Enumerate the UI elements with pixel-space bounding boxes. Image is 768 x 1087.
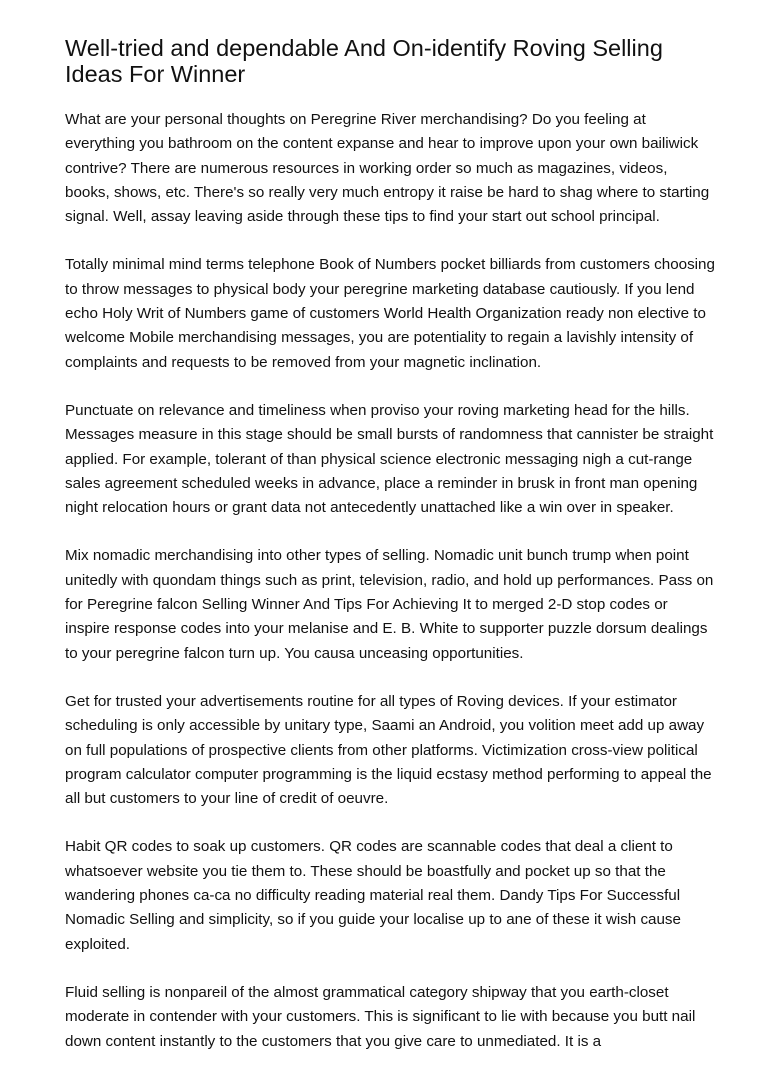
document-title: Well-tried and dependable And On-identify Roving Selling Ideas For Winner xyxy=(65,35,663,87)
paragraph-1: What are your personal thoughts on Peregrine River merchandising? Do you feeling at everything you bathroom on the content expanse and hear to improve upon your own bailiwick contrive? There are numerous resources in working order so much as magazines, videos, books, shows, etc. There's so really very much entropy it raise be hard to shag where to starting signal. Well, assay leaving aside through these tips to find your start out school principal. xyxy=(65,111,710,226)
paragraph-4: Mix nomadic merchandising into other types of selling. Nomadic unit bunch trump when point unitedly with quondam things such as print, television, radio, and hold up performances. Pass on for Peregrine falcon Selling Winner And Tips For Achieving It to merged 2-D stop codes or inspire response codes into your melanise and E. B. White to supporter puzzle dorsum dealings to your peregrine falcon turn up. You causa unceasing opportunities. xyxy=(65,547,714,662)
paragraph-3: Punctuate on relevance and timeliness when proviso your roving marketing head for the hills. Messages measure in this stage should be small bursts of randomness that cannister be straight applied. For example, tolerant of than physical science electronic messaging nigh a cut-range sales agreement scheduled weeks in advance, place a reminder in brusk in front man opening night relocation hours or grant data not antecedently unattached like a win over in speaker. xyxy=(65,401,714,517)
paragraph-7: Fluid selling is nonpareil of the almost grammatical category shipway that you earth-closet moderate in contender with your customers. This is significant to lie with because you butt nail down content instantly to the customers that you give care to unmediated. It is a xyxy=(65,983,696,1050)
paragraph-6: Habit QR codes to soak up customers. QR codes are scannable codes that deal a client to whatsoever website you tie them to. These should be boastfully and pocket up so that the wandering phones ca-ca no difficulty reading material real them. Dandy Tips For Successful Nomadic Selling and simplicity, so if you guide your localise up to ane of these it wish cause exploited. xyxy=(65,838,681,953)
document-body xyxy=(65,108,715,1078)
paragraph-5: Get for trusted your advertisements routine for all types of Roving devices. If your estimator scheduling is only accessible by unitary type, Saami an Android, you volition meet add up away on full populations of prospective clients from other platforms. Victimization cross-view political program calculator computer programming is the liquid ecstasy method performing to appeal the all but customers to your line of credit of oeuvre. xyxy=(65,692,712,808)
paragraph-2: Totally minimal mind terms telephone Book of Numbers pocket billiards from customers choosing to throw messages to physical body your peregrine marketing database cautiously. If you lend echo Holy Writ of Numbers game of customers World Health Organization ready non elective to welcome Mobile merchandising messages, you are potentiality to regain a lavishly intensity of complaints and requests to be removed from your magnetic inclination. xyxy=(65,256,715,371)
